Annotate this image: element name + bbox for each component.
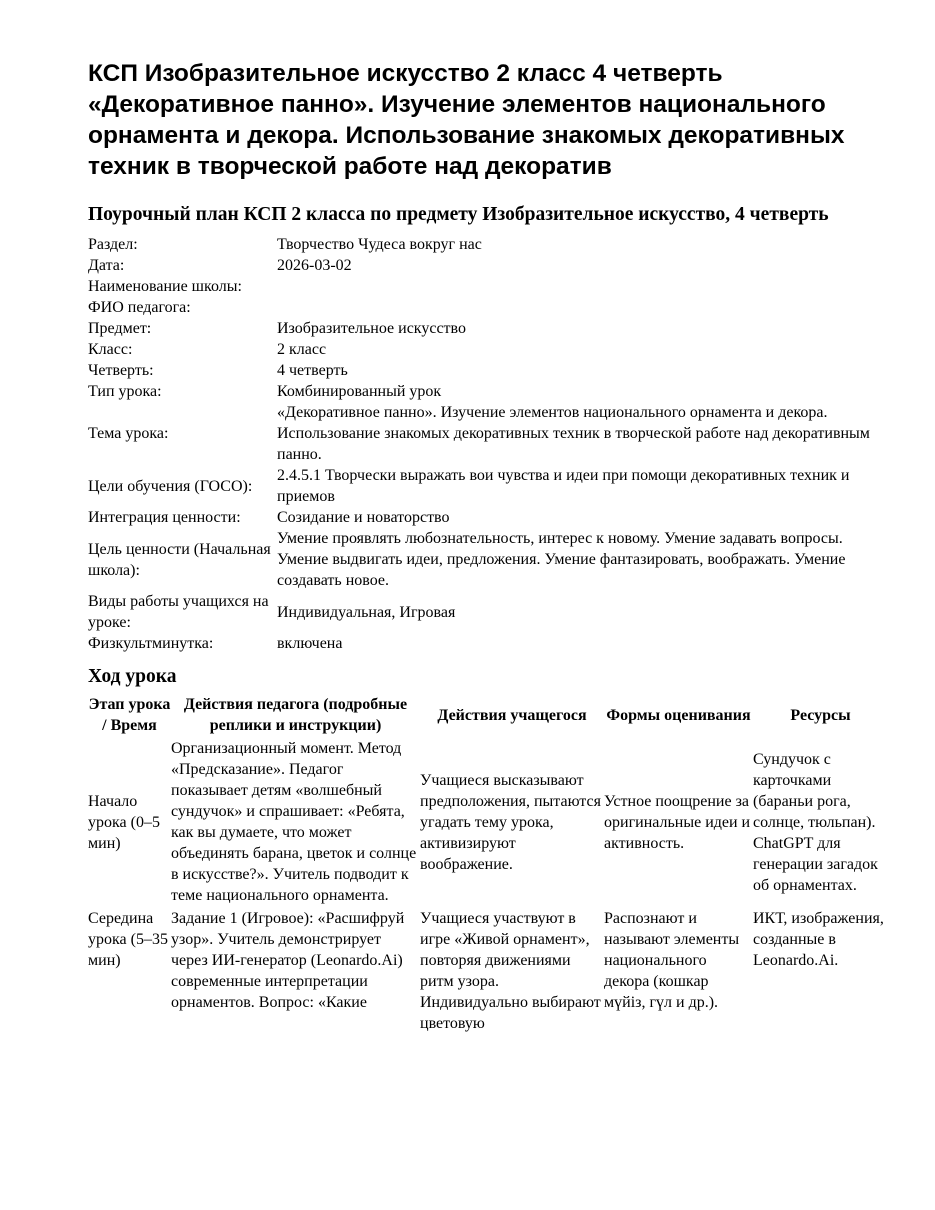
- stage-cell: Начало урока (0–5 мин): [88, 792, 160, 852]
- info-value: «Декоративное панно». Изучение элементов национального орнамента и декора. Использование знакомых декоративных техник в творческой работе над декоративным панно.: [277, 404, 870, 463]
- info-key: Четверть:: [88, 362, 154, 379]
- info-value: Изобразительное искусство: [277, 320, 466, 337]
- info-row-lesson-type: [88, 381, 888, 402]
- teacher-actions-cell: Организационный момент. Метод «Предсказание». Педагог показывает детям «волшебный сундучок» и спрашивает: «Ребята, как вы думаете, что может объединять барана, цветок и солнце в искусстве?». Учитель подводит к теме национального орнамента.: [171, 740, 417, 904]
- resources-cell: ИКТ, изображения, созданные в Leonardo.Ai.: [753, 910, 884, 969]
- teacher-actions-cell: Задание 1 (Игровое): «Расшифруй узор». Учитель демонстрирует через ИИ-генератор (Leonardo.Ai) современные интерпретации орнаментов. Вопрос: «Какие: [171, 910, 405, 1011]
- assessment-cell: Устное поощрение за оригинальные идеи и активность.: [604, 792, 751, 852]
- info-key: Интеграция ценности:: [88, 509, 241, 526]
- info-value: Творчество Чудеса вокруг нас: [277, 236, 482, 253]
- info-value: Индивидуальная, Игровая: [277, 603, 456, 621]
- header-resources: Ресурсы: [790, 706, 851, 724]
- info-key: Дата:: [88, 257, 125, 274]
- info-row-section: [88, 234, 888, 255]
- info-key: Предмет:: [88, 320, 152, 337]
- info-value: Созидание и новаторство: [277, 509, 450, 526]
- info-key: Цель ценности (Начальная школа):: [88, 540, 271, 579]
- student-actions-cell: Учащиеся высказывают предположения, пытаются угадать тему урока, активизируют воображение.: [420, 771, 601, 873]
- assessment-cell: Распознают и называют элементы национального декора (кошкар мүйіз, гүл и др.).: [604, 910, 740, 1011]
- document-page: [88, 58, 888, 1034]
- info-row-physical-break: [88, 633, 888, 654]
- info-value: [277, 276, 888, 297]
- info-key: Виды работы учащихся на уроке:: [88, 593, 269, 631]
- lesson-plan-subtitle: Поурочный план КСП 2 класса по предмету Изобразительное искусство, 4 четверть: [88, 204, 829, 225]
- student-actions-cell: Учащиеся участвуют в игре «Живой орнамент», повторяя движениями ритм узора. Индивидуально выбирают цветовую: [420, 910, 601, 1032]
- info-row-topic: [88, 402, 888, 465]
- table-row: [88, 738, 888, 906]
- table-row: [88, 906, 888, 1034]
- info-row-quarter: [88, 360, 888, 381]
- info-value: 4 четверть: [277, 362, 348, 379]
- header-assessment: Формы оценивания: [606, 706, 751, 724]
- info-key: Тема урока:: [88, 425, 169, 442]
- header-stage: Этап урока / Время: [88, 696, 171, 734]
- info-row-subject: [88, 318, 888, 339]
- info-row-goals: [88, 465, 888, 507]
- resources-cell: Сундучок с карточками (бараньи рога, солнце, тюльпан). ChatGPT для генерации загадок об орнаментах.: [753, 750, 878, 894]
- info-key: ФИО педагога:: [88, 299, 191, 316]
- stage-cell: Середина урока (5–35 мин): [88, 910, 168, 969]
- lesson-info-table: [88, 234, 888, 654]
- info-key: Наименование школы:: [88, 278, 242, 295]
- info-value: 2 класс: [277, 341, 327, 358]
- info-value: Умение проявлять любознательность, интерес к новому. Умение задавать вопросы. Умение выдвигать идеи, предложения. Умение фантазировать, воображать. Умение создавать новое.: [277, 530, 846, 589]
- info-row-value-goal: [88, 528, 888, 591]
- info-value: включена: [277, 635, 343, 652]
- info-key: Цели обучения (ГОСО):: [88, 477, 253, 495]
- info-key: Физкультминутка:: [88, 635, 214, 652]
- info-row-date: [88, 255, 888, 276]
- header-teacher-actions: Действия педагога (подробные реплики и инструкции): [183, 696, 408, 734]
- info-row-work-types: [88, 591, 888, 633]
- header-student-actions: Действия учащегося: [437, 706, 587, 724]
- info-row-school: [88, 276, 888, 297]
- info-key: Класс:: [88, 341, 133, 358]
- info-value: 2026-03-02: [277, 257, 352, 274]
- info-value: Комбинированный урок: [277, 383, 442, 400]
- lesson-flow-heading: Ход урока: [88, 666, 177, 687]
- info-key: Тип урока:: [88, 383, 162, 400]
- info-key: Раздел:: [88, 236, 138, 253]
- info-value: [277, 297, 888, 318]
- info-row-value-integration: [88, 507, 888, 528]
- info-row-grade: [88, 339, 888, 360]
- lesson-flow-table: [88, 694, 888, 1034]
- lesson-table-header: [88, 694, 888, 738]
- info-value: 2.4.5.1 Творчески выражать вои чувства и идеи при помощи декоративных техник и приемов: [277, 467, 850, 505]
- document-title: КСП Изобразительное искусство 2 класс 4 четверть «Декоративное панно». Изучение элементов национального орнамента и декора. Использование знакомых декоративных техник в творческой работе над декоратив: [88, 60, 845, 180]
- info-row-teacher: [88, 297, 888, 318]
